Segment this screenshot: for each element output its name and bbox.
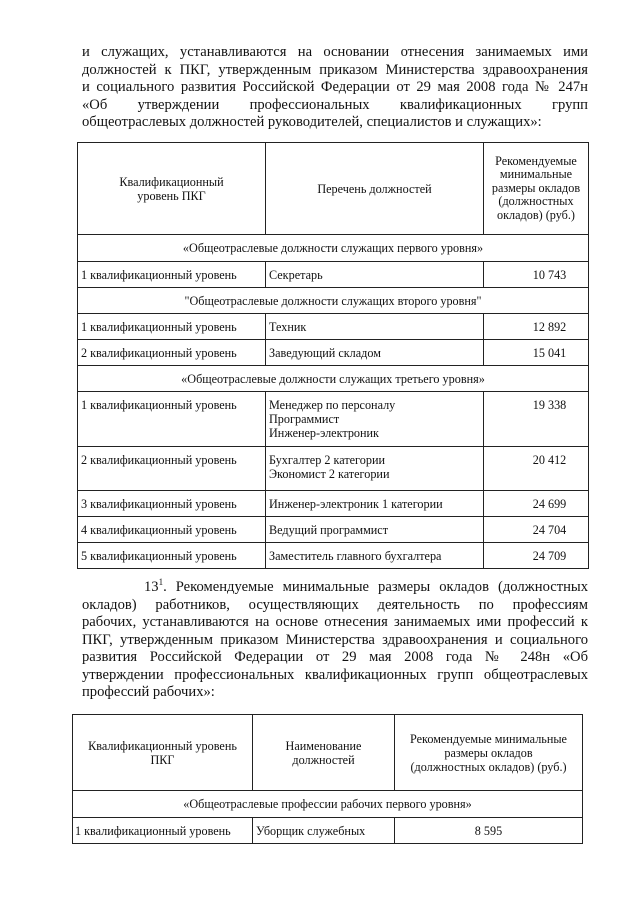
para13-superscript: 1 [158,577,164,588]
position-line: Программист [269,412,340,426]
header-level: Квалификационный уровень ПКГ [73,715,253,791]
salary-cell: 24 709 [484,543,589,569]
intro-line: общеотраслевых должностей руководителей, специалистов и служащих»: [82,114,542,130]
position-cell: Заведующий складом [266,340,484,366]
position-line: Инженер-электроник [269,426,379,440]
header-salary: Рекомендуемые минимальные размеры окладов (должностных окладов) (руб.) [395,715,583,791]
position-line: Менеджер по персоналу [269,398,396,412]
para13-line: профессий рабочих»: [82,684,215,700]
level-cell: 1 квалификационный уровень [78,314,266,340]
para13-line: утверждении профессиональных квалификационных групп общеотраслевых [82,666,588,683]
intro-line: должностей к ПКГ, утвержденным приказом Министерства здравоохранения [82,61,588,78]
intro-line: «Об утверждении профессиональных квалификационных групп [82,96,588,113]
table-row [73,818,583,844]
position-cell: Ведущий программист [266,517,484,543]
table-row [78,491,589,517]
table-row [78,340,589,366]
group-title: «Общеотраслевые должности служащих первого уровня» [78,235,589,262]
para13-number: 13 [144,579,159,595]
level-cell: 2 квалификационный уровень [78,340,266,366]
position-line: Экономист 2 категории [269,467,390,481]
position-cell: Заместитель главного бухгалтера [266,543,484,569]
para13-line: развития Российской Федерации от 29 мая 2008 года № 248н «Об [82,649,588,665]
group-title: «Общеотраслевые профессии рабочих первого уровня» [73,791,583,818]
level-cell: 3 квалификационный уровень [78,491,266,517]
group-title-row [73,791,583,818]
salary-cell: 24 699 [484,491,589,517]
level-cell: 5 квалификационный уровень [78,543,266,569]
level-cell: 1 квалификационный уровень [73,818,253,844]
position-cell: Техник [266,314,484,340]
paragraph-13-1 [82,579,588,702]
level-cell: 4 квалификационный уровень [78,517,266,543]
para13-line: ПКГ, утвержденным приказом Министерства здравоохранения и социального [82,631,588,648]
level-cell: 2 квалификационный уровень [78,447,266,491]
para13-line: рабочих, устанавливаются на основе отнесения занимаемых ими профессий к [82,614,588,630]
header-level: Квалификационный уровень ПКГ [78,143,266,235]
position-cell: Секретарь [266,262,484,288]
salary-cell: 19 338 [484,392,589,447]
level-cell: 1 квалификационный уровень [78,392,266,447]
group-title-row [78,235,589,262]
salary-cell: 24 704 [484,517,589,543]
position-cell: Уборщик служебных [253,818,395,844]
table-row [78,262,589,288]
intro-line: и социального развития Российской Федерации от 29 мая 2008 года № 247н [82,79,588,95]
salary-cell: 10 743 [484,262,589,288]
table-header-row [73,715,583,791]
header-salary: Рекомендуемые минимальные размеры окладов (должностных окладов) (руб.) [484,143,589,235]
workers-salary-table [72,714,583,844]
salary-cell: 20 412 [484,447,589,491]
group-title-row [78,366,589,392]
table-row [78,447,589,491]
header-positions: Наименование должностей [253,715,395,791]
table-row [78,392,589,447]
group-title: "Общеотраслевые должности служащих второго уровня" [78,288,589,314]
para13-first-line-text: . Рекомендуемые минимальные размеры окладов (должностных [163,579,588,595]
position-line: Бухгалтер 2 категории [269,453,385,467]
salary-cell: 12 892 [484,314,589,340]
group-title: «Общеотраслевые должности служащих третьего уровня» [78,366,589,392]
para13-line: окладов) работников, осуществляющих деятельность по профессиям [82,596,588,613]
position-cell [266,392,484,447]
header-positions: Перечень должностей [266,143,484,235]
group-title-row [78,288,589,314]
salary-cell: 15 041 [484,340,589,366]
intro-line: и служащих, устанавливаются на основании отнесения занимаемых ими [82,44,588,60]
table-row [78,543,589,569]
employees-salary-table [77,142,589,569]
intro-paragraph [82,44,588,132]
salary-cell: 8 595 [395,818,583,844]
level-cell: 1 квалификационный уровень [78,262,266,288]
table-header-row [78,143,589,235]
para13-first-line [82,579,588,597]
position-cell [266,447,484,491]
table-row [78,314,589,340]
position-cell: Инженер-электроник 1 категории [266,491,484,517]
table-row [78,517,589,543]
